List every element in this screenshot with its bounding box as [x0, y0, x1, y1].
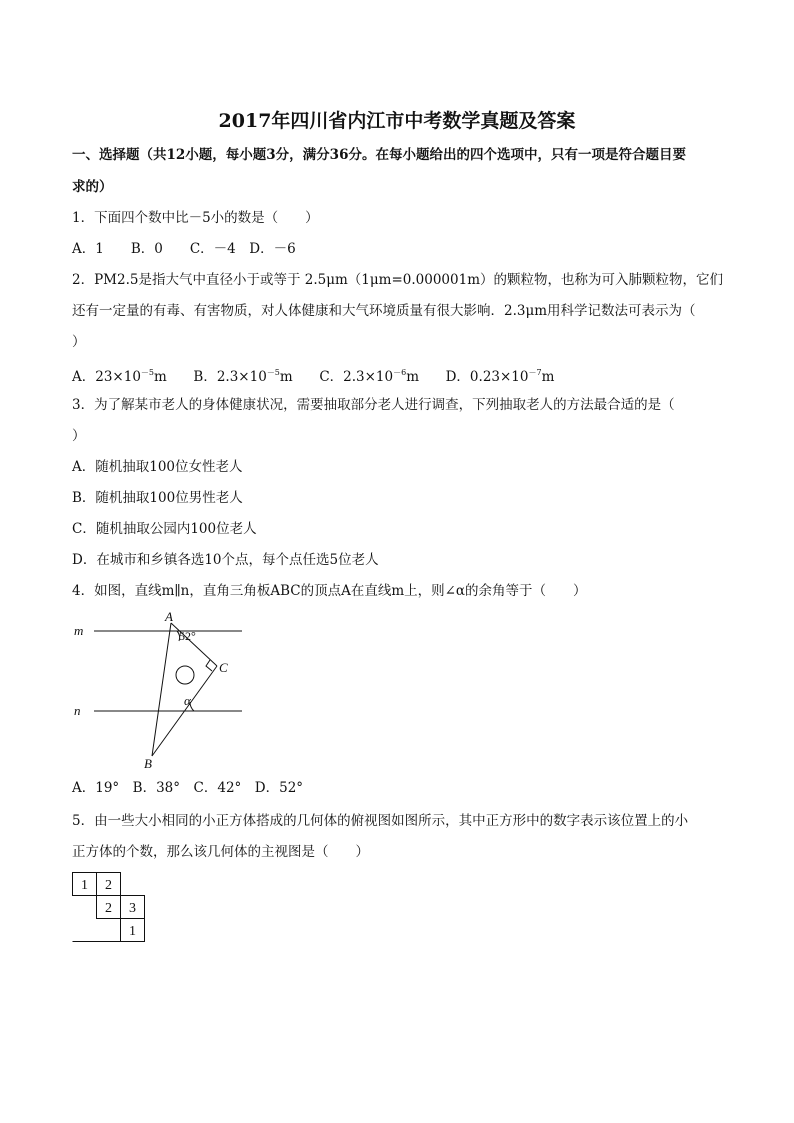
q2-option-a: A．$23\times 10^{-5}m$	[72, 368, 167, 385]
label-alpha: α	[184, 693, 191, 708]
q1-stem: 1．下面四个数中比－5小的数是（ ）	[72, 210, 319, 226]
q3-option-a: A．随机抽取100位女性老人	[72, 459, 243, 475]
side-ab	[152, 623, 171, 756]
label-n: n	[74, 703, 81, 718]
q3-stem-line1: 3．为了解某市老人的身体健康状况，需要抽取部分老人进行调查，下列抽取老人的方法最合适的是（	[72, 397, 675, 413]
section-heading-line1: 一、选择题（共12小题，每小题3分，满分36分。在每小题给出的四个选项中，只有一项是符合题目要	[72, 147, 686, 163]
q3-option-d: D．在城市和乡镇各选10个点，每个点任选5位老人	[72, 552, 379, 568]
q2-option-d: D．$0.23\times 10^{-7}m$	[445, 368, 555, 385]
section-heading-line2: 求的）	[72, 179, 113, 195]
q3-stem-line2: ）	[72, 428, 86, 444]
label-m: m	[74, 623, 84, 638]
document-title: 2017年四川省内江市中考数学真题及答案	[218, 110, 576, 132]
q1-options: A．1 B．0 C．－4 D．－6	[72, 241, 296, 257]
q4-figure	[72, 610, 247, 770]
q2-option-b: B．$2.3\times 10^{-5}m$	[193, 368, 293, 385]
q4-options: A．19° B．38° C．42° D．52°	[72, 780, 304, 796]
cell-r1c1-value: 1	[81, 878, 88, 893]
label-a: A	[165, 610, 173, 624]
cell-r2c2-value: 2	[105, 901, 112, 916]
cell-r2c3-value: 3	[129, 901, 136, 916]
cell-r1c2-value: 2	[105, 878, 112, 893]
q5-stem-line2: 正方体的个数，那么该几何体的主视图是（ ）	[72, 844, 369, 860]
q3-option-b: B．随机抽取100位男性老人	[72, 490, 243, 506]
label-angle-52: 52°	[179, 629, 196, 643]
q2-option-c: C．$2.3\times 10^{-6}m$	[319, 368, 420, 385]
q2-stem-line2: 还有一定量的有毒、有害物质，对人体健康和大气环境质量有很大影响．2.3μm用科学记数法可表示为（	[72, 303, 696, 319]
q2-options	[72, 364, 554, 386]
q5-top-view-grid	[72, 872, 148, 946]
triangle-hole	[176, 666, 194, 684]
right-angle-mark	[206, 660, 212, 671]
q5-stem-line1: 5．由一些大小相同的小正方体搭成的几何体的俯视图如图所示，其中正方形中的数字表示该位置上的小	[72, 813, 689, 829]
q4-stem: 4．如图，直线m∥n，直角三角板ABC的顶点A在直线m上，则∠α的余角等于（ ）	[72, 583, 587, 599]
label-c: C	[219, 660, 228, 675]
q3-option-c: C．随机抽取公园内100位老人	[72, 521, 257, 537]
q2-stem-line1: 2．PM2.5是指大气中直径小于或等于 2.5μm（1μm=0.000001m）的颗粒物，也称为可入肺颗粒物，它们	[72, 272, 723, 288]
q2-stem-line3: ）	[72, 334, 86, 350]
cell-r3c3-value: 1	[129, 924, 136, 939]
label-b: B	[144, 756, 152, 770]
